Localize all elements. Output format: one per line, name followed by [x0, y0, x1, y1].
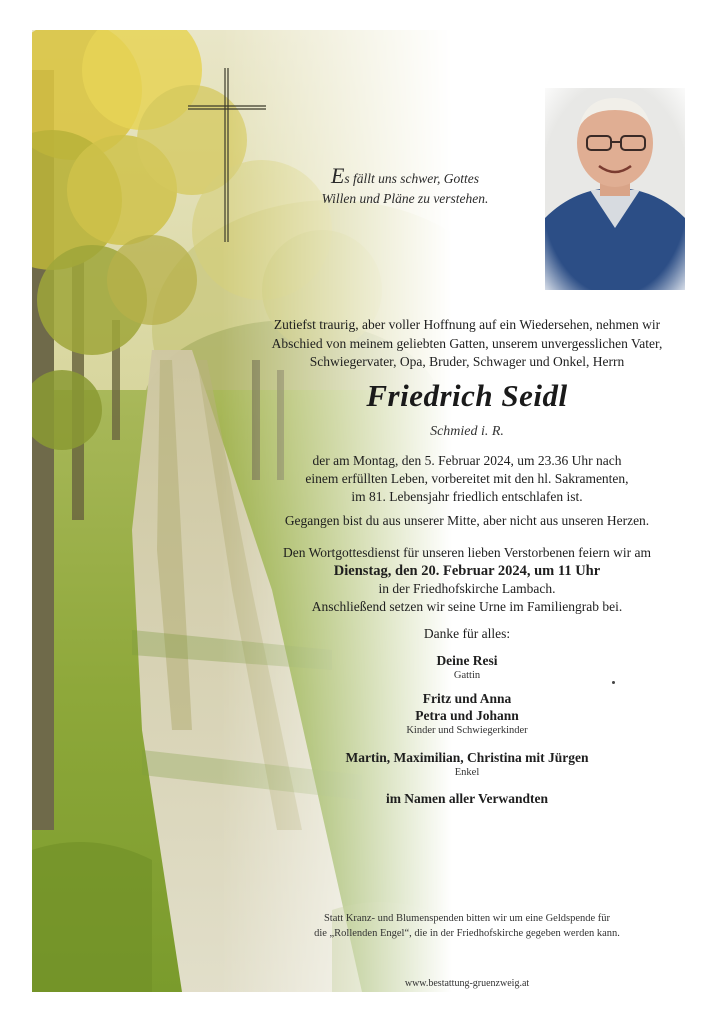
mourner-relation: Enkel — [454, 767, 480, 778]
death-line-2: einem erfüllten Leben, vorbereitet mit den hl. Sakramenten, — [305, 471, 629, 486]
mourner-group — [232, 749, 702, 780]
donation-note — [232, 911, 702, 941]
mourner-group — [232, 690, 702, 738]
memorial-quote: Gegangen bist du aus unserer Mitte, aber nicht aus unseren Herzen. — [284, 513, 650, 528]
verse-initial: E — [330, 163, 345, 188]
death-details — [232, 452, 702, 506]
mourner-names: Martin, Maximilian, Christina mit Jürgen — [345, 750, 589, 765]
service-date: Dienstag, den 20. Februar 2024, um 11 Uhr — [333, 563, 601, 579]
service-line-4: Anschließend setzen wir seine Urne im Familiengrab bei. — [311, 599, 623, 614]
verse-line-2: Willen und Pläne zu verstehen. — [321, 191, 489, 206]
intro-line-3: Schwiegervater, Opa, Bruder, Schwager und Onkel, Herrn — [309, 354, 625, 369]
service-line-1: Den Wortgottesdienst für unseren lieben Verstorbenen feiern wir am — [282, 545, 652, 560]
donation-line-2: die „Rollenden Engel“, die in der Friedhofskirche gegeben werden kann. — [314, 928, 620, 939]
intro-line-2: Abschied von meinem geliebten Gatten, unserem unvergesslichen Vater, — [271, 335, 663, 351]
decorative-dot — [612, 681, 615, 684]
service-location: in der Friedhofskirche Lambach. — [378, 581, 556, 596]
deceased-name: Friedrich Seidl — [366, 378, 568, 413]
donation-line-1: Statt Kranz- und Blumenspenden bitten wir um eine Geldspende für — [323, 913, 611, 924]
intro-text — [232, 316, 702, 372]
mourner-names: Deine Resi — [436, 653, 498, 668]
verse-line-1: s fällt uns schwer, Gottes — [344, 171, 480, 186]
mourner-names: Fritz und Anna — [422, 691, 512, 706]
mourner-names: Petra und Johann — [415, 708, 519, 723]
funeral-home-website: www.bestattung-gruenzweig.at — [404, 978, 530, 989]
mourner-relation: Kinder und Schwiegerkinder — [406, 725, 528, 736]
death-line-3: im 81. Lebensjahr friedlich entschlafen ist. — [351, 489, 583, 504]
bible-verse — [300, 163, 510, 209]
death-line-1: der am Montag, den 5. Februar 2024, um 23.36 Uhr nach — [312, 453, 622, 468]
mourner-group — [232, 652, 702, 683]
all-relatives-text: im Namen aller Verwandten — [385, 791, 549, 806]
portrait-photo — [545, 88, 685, 290]
mourner-relation: Gattin — [453, 670, 481, 681]
cross-icon — [186, 66, 268, 244]
intro-line-1: Zutiefst traurig, aber voller Hoffnung auf ein Wiedersehen, nehmen wir — [273, 317, 661, 332]
deceased-profession: Schmied i. R. — [430, 424, 504, 439]
thanks-heading: Danke für alles: — [423, 626, 511, 641]
service-details — [232, 544, 702, 616]
all-relatives — [232, 790, 702, 807]
